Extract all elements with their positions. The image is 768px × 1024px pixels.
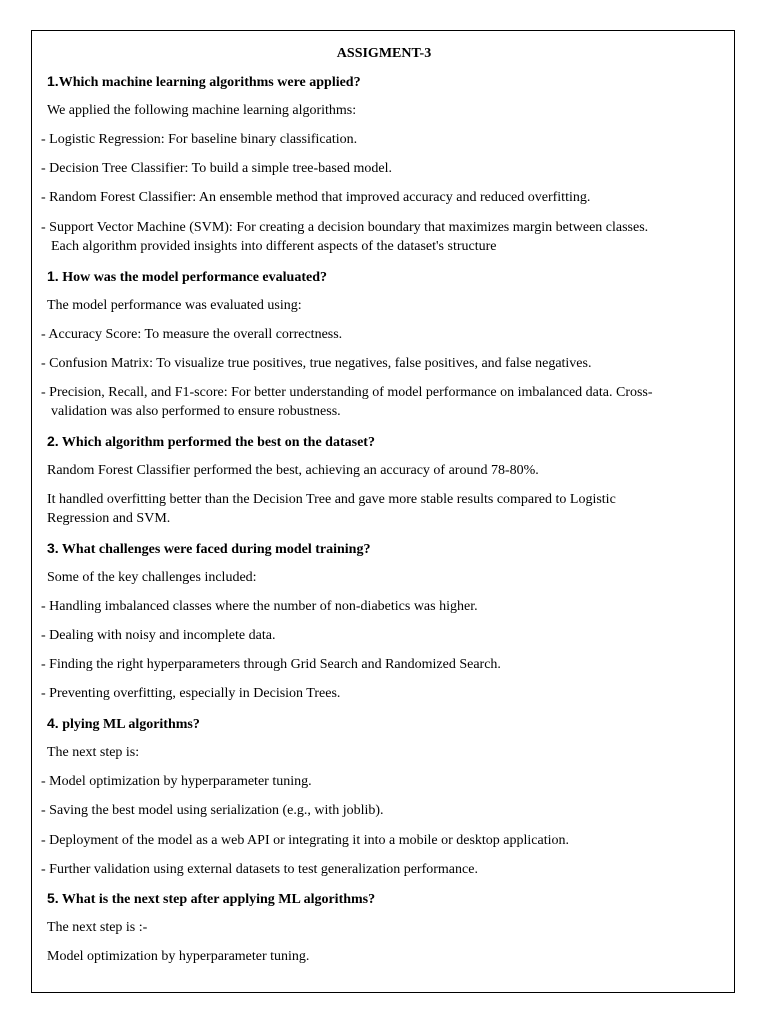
heading-number: 4. <box>47 715 59 731</box>
heading-number: 3. <box>47 540 59 556</box>
paragraph-text: Model optimization by hyperparameter tuning. <box>47 949 310 964</box>
section-heading <box>47 73 361 91</box>
bullet-item: - Saving the best model using serialization (e.g., with joblib). <box>41 803 384 818</box>
section-heading <box>47 715 200 733</box>
bullet-item: - Decision Tree Classifier: To build a simple tree-based model. <box>41 161 393 176</box>
continuation-text: Each algorithm provided insights into different aspects of the dataset's structure <box>51 239 497 254</box>
paragraph-text: The next step is :- <box>47 920 148 935</box>
heading-number: 1. <box>47 268 59 284</box>
heading-text: What is the next step after applying ML algorithms? <box>58 892 376 907</box>
heading-text: How was the model performance evaluated? <box>58 270 327 285</box>
heading-text: plying ML algorithms? <box>58 717 200 732</box>
paragraph-text: The model performance was evaluated using: <box>47 298 302 313</box>
bullet-item: - Dealing with noisy and incomplete data. <box>41 628 276 643</box>
heading-text: What challenges were faced during model training? <box>58 542 371 557</box>
bullet-item: - Logistic Regression: For baseline binary classification. <box>41 132 358 147</box>
section-heading <box>47 890 375 908</box>
bullet-item: - Model optimization by hyperparameter tuning. <box>41 774 312 789</box>
document-title: ASSIGMENT-3 <box>336 46 432 61</box>
heading-number: 1. <box>47 73 59 89</box>
bullet-item: - Preventing overfitting, especially in Decision Trees. <box>41 686 341 701</box>
heading-number: 2. <box>47 433 59 449</box>
paragraph-text: The next step is: <box>47 745 140 760</box>
section-heading <box>47 433 375 451</box>
bullet-item: - Precision, Recall, and F1-score: For better understanding of model performance on imbalanced data. Cross- <box>41 385 653 400</box>
paragraph-text: Regression and SVM. <box>47 511 171 526</box>
bullet-item: - Confusion Matrix: To visualize true positives, true negatives, false positives, and false negatives. <box>41 356 592 371</box>
heading-number: 5. <box>47 890 59 906</box>
paragraph-text: It handled overfitting better than the Decision Tree and gave more stable results compared to Logistic <box>47 492 616 507</box>
continuation-text: validation was also performed to ensure robustness. <box>51 404 341 419</box>
bullet-item: - Finding the right hyperparameters through Grid Search and Randomized Search. <box>41 657 501 672</box>
bullet-item: - Support Vector Machine (SVM): For creating a decision boundary that maximizes margin between classes. <box>41 220 649 235</box>
paragraph-text: Some of the key challenges included: <box>47 570 257 585</box>
section-heading <box>47 540 370 558</box>
paragraph-text: We applied the following machine learning algorithms: <box>47 103 357 118</box>
section-heading <box>47 268 327 286</box>
bullet-item: - Random Forest Classifier: An ensemble method that improved accuracy and reduced overfitting. <box>41 190 591 205</box>
bullet-item: - Further validation using external datasets to test generalization performance. <box>41 862 478 877</box>
heading-text: Which algorithm performed the best on the dataset? <box>58 435 375 450</box>
bullet-item: - Deployment of the model as a web API or integrating it into a mobile or desktop application. <box>41 833 569 848</box>
paragraph-text: Random Forest Classifier performed the best, achieving an accuracy of around 78-80%. <box>47 463 539 478</box>
heading-text: Which machine learning algorithms were applied? <box>58 75 361 90</box>
bullet-item: - Accuracy Score: To measure the overall correctness. <box>41 327 343 342</box>
bullet-item: - Handling imbalanced classes where the number of non-diabetics was higher. <box>41 599 478 614</box>
